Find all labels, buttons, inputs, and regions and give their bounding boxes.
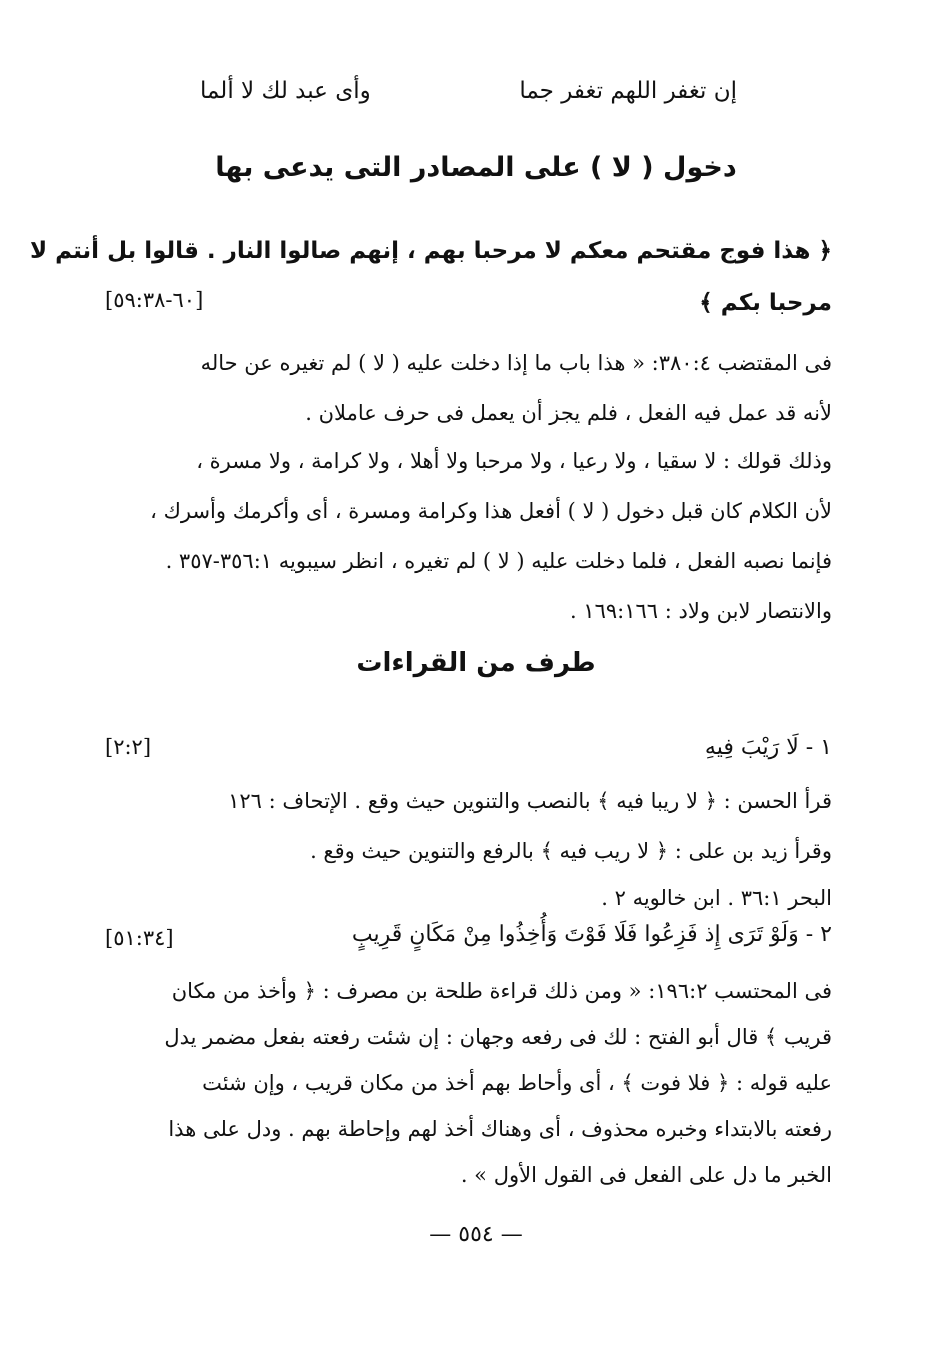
- item2-commentary: [120, 968, 832, 1198]
- quran-citation-1: ١ - لَا رَيْبَ فِيهِ: [704, 735, 832, 760]
- verse-reference: [٦٠-٥٩:٣٨]: [105, 288, 204, 312]
- citation-ref-1: [٢:٢]: [105, 735, 152, 759]
- paragraph-line: رفعته بالابتداء وخبره محذوف ، أى وهناك أخذ لهم وإحاطة بهم . ودل على هذا: [168, 1117, 832, 1141]
- muqtadab-paragraph: [120, 338, 832, 438]
- paragraph-line: البحر ٣٦:١ . ابن خالويه ٢ .: [601, 886, 832, 910]
- paragraph-line: قرأ الحسن : ﴿ لا ريبا فيه ﴾ بالنصب والتنوين حيث وقع . الإتحاف : ١٢٦: [228, 789, 832, 813]
- paragraph-line: فى المقتضب ٣٨٠:٤: « هذا باب ما إذا دخلت عليه ( لا ) لم تغيره عن حاله: [200, 351, 832, 375]
- paragraph-line: فإنما نصبه الفعل ، فلما دخلت عليه ( لا ) لم تغيره ، انظر سيبويه ٣٥٦:١-٣٥٧ .: [165, 549, 832, 573]
- paragraph-line: قريب ﴾ قال أبو الفتح : لك فى رفعه وجهان : إن شئت رفعته بفعل مضمر يدل: [164, 1025, 832, 1049]
- paragraph-line: وقرأ زيد بن على : ﴿ لا ريب فيه ﴾ بالرفع والتنوين حيث وقع .: [310, 839, 832, 863]
- section-heading-la-masadir: دخول ( لا ) على المصادر التى يدعى بها: [215, 152, 737, 183]
- poem-right-hemistich: إن تغفر اللهم تغفر جما: [519, 78, 737, 104]
- paragraph-line: الخبر ما دل على الفعل فى القول الأول » .: [460, 1163, 832, 1187]
- paragraph-line: وذلك قولك : لا سقيا ، ولا رعيا ، ولا مرحبا ولا أهلا ، ولا كرامة ، ولا مسرة ،: [196, 449, 832, 473]
- paragraph-line: لأنه قد عمل فيه الفعل ، فلم يجز أن يعمل فى حرف عاملان .: [305, 401, 832, 425]
- paragraph-line: فى المحتسب ١٩٦:٢: « ومن ذلك قراءة طلحة بن مصرف : ﴿ وأخذ من مكان: [171, 979, 832, 1003]
- quran-citation-2: ٢ - وَلَوْ تَرَى إِذ فَزِعُوا فَلَا فَوْتَ وَأُخِذُوا مِنْ مَكَانٍ قَرِيبٍ: [351, 922, 832, 947]
- examples-paragraph: [120, 436, 832, 636]
- section-heading-qiraat: طرف من القراءات: [356, 648, 596, 678]
- quran-verse-line1: ﴿ هذا فوج مقتحم معكم لا مرحبا بهم ، إنهم صالوا النار . قالوا بل أنتم لا: [29, 238, 832, 264]
- paragraph-line: لأن الكلام كان قبل دخول ( لا ) أفعل هذا وكرامة ومسرة ، أى وأكرمك وأسرك ،: [150, 499, 832, 523]
- paragraph-line: عليه قوله : ﴿ فلا فوت ﴾ ، أى وأحاط بهم أخذ من مكان قريب ، وإن شئت: [202, 1071, 832, 1095]
- citation-ref-2: [٥١:٣٤]: [105, 926, 174, 950]
- poem-left-hemistich: وأى عبد لك لا ألما: [200, 78, 371, 104]
- paragraph-line: والانتصار لابن ولاد : ١٦٩:١٦٦ .: [569, 599, 832, 623]
- quran-verse-line2: مرحبا بكم ﴾: [699, 290, 832, 316]
- item1-commentary: [120, 776, 832, 920]
- page-number: — ٥٥٤ —: [429, 1222, 523, 1247]
